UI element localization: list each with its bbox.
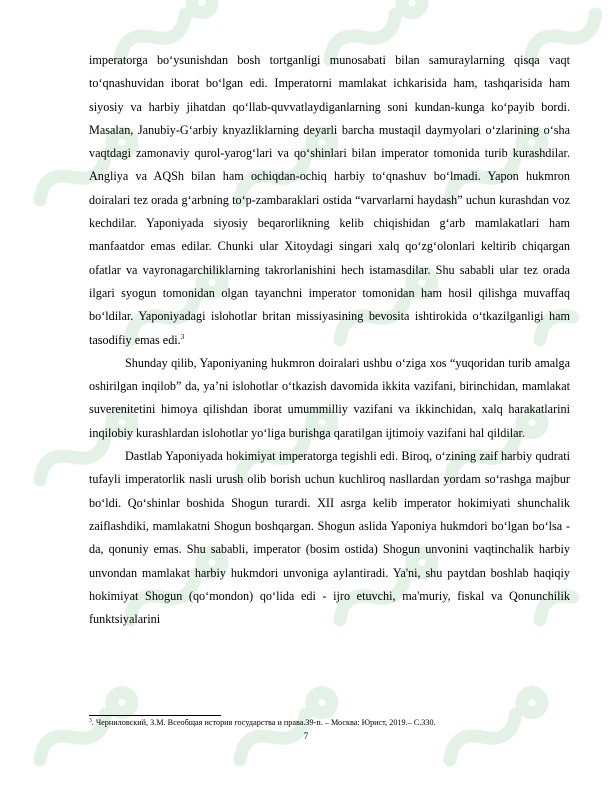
body-text (89, 49, 570, 631)
paragraph-2-text: Shunday qilib, Yaponiyaning hukmron doiralari ushbu o‘ziga xos “yuqoridan turib amalga oshirilgan inqilob” da, ya’ni islohotlar o‘tkazish davomida ikkita vazifani, birinchidan, mamlakat suverenitetini himoya qilishdan iborat umummilliy vazifani va ikkinchidan, xalq harakatlarini inqilobiy kurashlardan islohotlar yo‘liga burishga qaratilgan ijtimoiy vazifani hal qildilar. (89, 355, 570, 440)
paragraph-2 (89, 352, 570, 445)
paragraph-1 (89, 49, 570, 352)
paragraph-1-text: imperatorga bo‘ysunishdan bosh tortganligi munosabati bilan samuraylarning qisqa vaqt to‘qnashuvidan iborat bo‘lgan edi. Imperatorni mamlakat ichkarisida ham, tashqarisida ham siyosiy va harbiy jihatdan qo‘llab-quvvatlaydiganlarning soni kundan-kunga ko‘payib bordi. Masalan, Janubiy-G‘arbiy knyazliklarning deyarli barcha mustaqil daymyolari o‘zlarining o‘sha vaqtdagi zamonaviy qurol-yarog‘lari va qo‘shinlari bilan imperator tomonida turib kurashdilar. Angliya va AQSh bilan ham ochiqdan-ochiq harbiy to‘qnashuv bo‘lmadi. Yapon hukmron doiralari tez orada g‘arbning to‘p-zambaraklari ostida “varvarlarni haydash” uchun kurashdan voz kechdilar. Yaponiyada siyosiy beqarorlikning kelib chiqishidan g‘arb mamlakatlari ham manfaatdor emas edilar. Chunki ular Xitoydagi singari xalq qo‘zg‘olonlari keltirib chiqargan ofatlar va vayronagarchiliklarning takrorlanishini hech istamasdilar. Shu sababli ular tez orada ilgari syogun tomonidan olgan tayanchni imperator tomonidan ham hosil qilishga muvaffaq bo‘ldilar. Yaponiyadagi islohotlar britan missiyasining bevosita ishtirokida o‘tkazilganligi ham tasodifiy emas edi. (89, 53, 570, 347)
footnote-divider (89, 715, 221, 716)
paragraph-3 (89, 445, 570, 631)
page-number: 7 (303, 731, 309, 741)
footnote-reference[interactable]: 3 (180, 332, 185, 341)
footnote-text: . Черниловский, З.М. Всеобщая история государства и права.39-п. – Москва: Юрист, 2019.– С.330. (91, 718, 436, 727)
footnote (89, 717, 570, 728)
paragraph-3-text: Dastlab Yaponiyada hokimiyat imperatorga tegishli edi. Biroq, o‘zining zaif harbiy qudrati tufayli imperatorlik nasli urush olib borish uchun kuchliroq nasllardan yordam so‘rashga majbur bo‘ldi. Qo‘shinlar boshida Shogun turardi. XII asrga kelib imperator hokimiyati shunchalik zaiflashdiki, mamlakatni Shogun boshqargan. Shogun aslida Yaponiya hukmdori bo‘lgan bo‘lsa - da, qonuniy emas. Shu sababli, imperator (bosim ostida) Shogun unvonini vaqtinchalik harbiy unvondan mamlakat harbiy hukmdori unvoniga aylantiradi. Ya'ni, shu paytdan boshlab haqiqiy hokimiyat Shogun (qo‘mondon) qo‘lida edi - ijro etuvchi, ma'muriy, fiskal va Qonunchilik funktsiyalarini (89, 449, 570, 627)
footnote-number: 3 (89, 717, 92, 724)
